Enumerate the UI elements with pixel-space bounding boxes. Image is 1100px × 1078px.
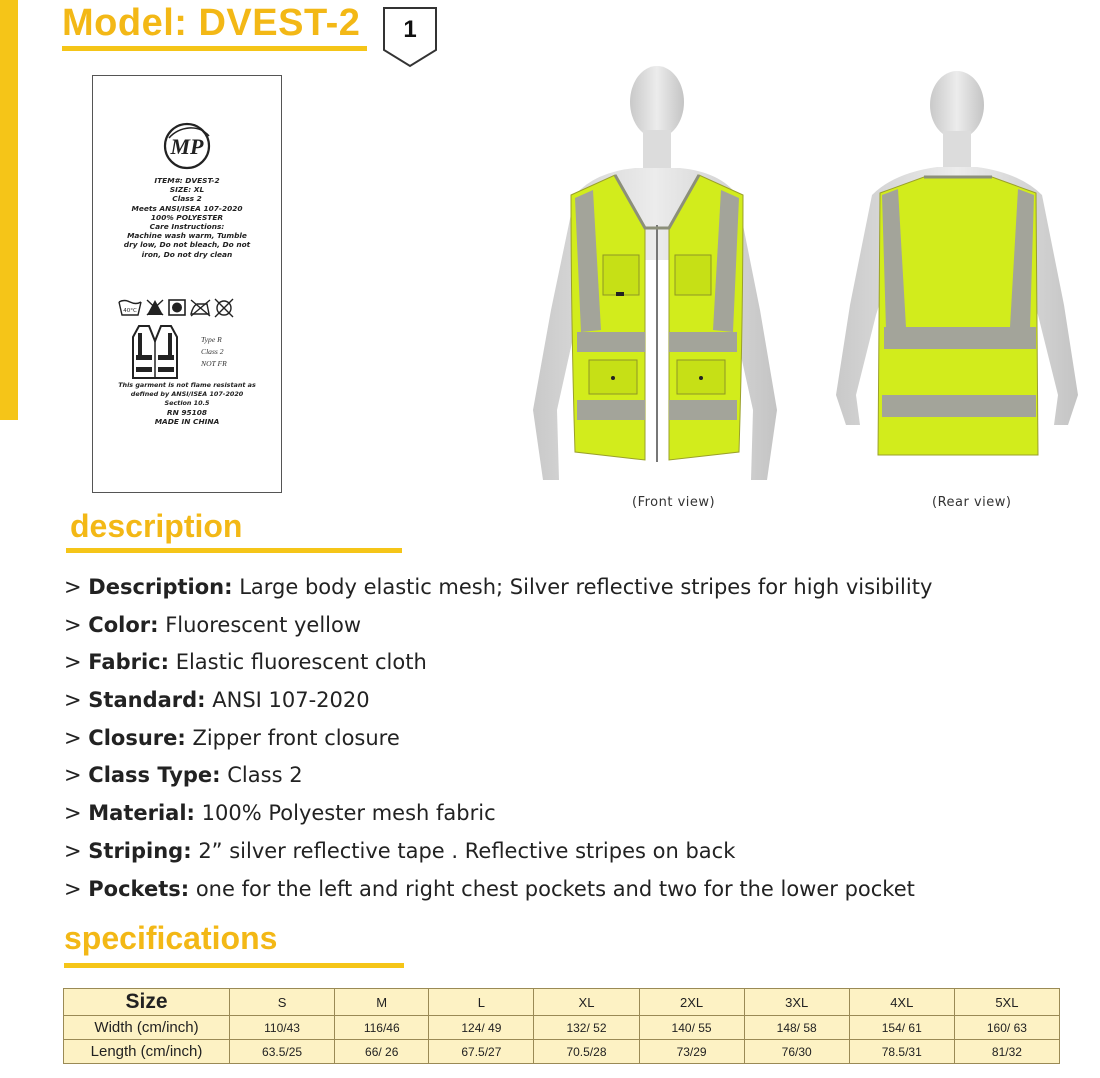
table-header-row	[64, 989, 1060, 1016]
list-item: > Material: 100% Polyester mesh fabric	[64, 801, 496, 826]
table-cell: 160/ 63	[954, 1016, 1059, 1040]
flame-resistance-notice: This garment is not flame resistant as defined by ANSI/ISEA 107-2020 Section 10.5 RN 95108 MADE IN CHINA	[118, 381, 256, 426]
table-cell: 154/ 61	[849, 1016, 954, 1040]
row-header-cell: Width (cm/inch)	[64, 1016, 230, 1040]
vest-pictogram-icon	[125, 323, 185, 381]
table-cell: 63.5/25	[230, 1040, 335, 1064]
description-list	[64, 572, 1084, 911]
table-cell: 140/ 55	[639, 1016, 744, 1040]
list-item: > Standard: ANSI 107-2020	[64, 688, 370, 713]
table-cell: 66/ 26	[335, 1040, 429, 1064]
front-view-image	[515, 60, 790, 500]
specifications-heading: specifications	[64, 920, 278, 956]
size-cell: 5XL	[954, 989, 1059, 1016]
brand-logo	[159, 118, 215, 174]
label-line: iron, Do not dry clean	[141, 249, 233, 259]
list-item: > Closure: Zipper front closure	[64, 725, 400, 750]
label-line: ITEM#: DVEST-2	[154, 176, 220, 185]
no-iron-icon	[191, 300, 210, 316]
list-item: > Fabric: Elastic fluorescent cloth	[64, 650, 427, 675]
tumble-dry-icon	[169, 300, 185, 315]
label-line: Machine wash warm, Tumble	[127, 231, 247, 241]
table-cell: 81/32	[954, 1040, 1059, 1064]
rear-view-caption: (Rear view)	[932, 495, 1012, 510]
row-header-cell: Length (cm/inch)	[64, 1040, 230, 1064]
description-heading: description	[70, 508, 243, 544]
label-line: SIZE: XL	[169, 185, 205, 195]
class-type-text: Type R Class 2 NOT FR	[201, 335, 227, 368]
list-item: > Description: Large body elastic mesh; Silver reflective stripes for high visibility	[64, 575, 933, 599]
size-cell: L	[429, 989, 534, 1016]
description-underline	[66, 548, 402, 553]
table-cell: 78.5/31	[849, 1040, 954, 1064]
list-item: > Color: Fluorescent yellow	[64, 612, 362, 637]
model-title-underline	[62, 46, 367, 51]
table-cell: 116/46	[335, 1016, 429, 1040]
front-view-caption: (Front view)	[632, 495, 716, 510]
size-cell: S	[230, 989, 335, 1016]
care-label-text	[101, 176, 273, 259]
size-cell: 3XL	[744, 989, 849, 1016]
label-line: Class 2	[172, 194, 202, 204]
label-line: 100% POLYESTER	[150, 212, 224, 222]
table-cell: 148/ 58	[744, 1016, 849, 1040]
table-cell: 110/43	[230, 1016, 335, 1040]
size-cell: XL	[534, 989, 639, 1016]
svg-text:40°C: 40°C	[123, 308, 137, 314]
label-line: Care Instructions:	[149, 222, 225, 232]
table-cell: 73/29	[639, 1040, 744, 1064]
list-item: > Pockets: one for the left and right chest pockets and two for the lower pocket	[64, 876, 915, 901]
no-dry-clean-icon	[215, 299, 233, 317]
size-cell: M	[335, 989, 429, 1016]
list-item: > Class Type: Class 2	[64, 763, 303, 788]
size-cell: 4XL	[849, 989, 954, 1016]
table-row	[64, 1040, 1060, 1064]
label-line: dry low, Do not bleach, Do not	[123, 240, 251, 250]
specifications-underline	[64, 963, 404, 968]
brand-logo-text: MP	[170, 134, 204, 159]
label-line: Meets ANSI/ISEA 107-2020	[131, 203, 243, 213]
table-cell: 132/ 52	[534, 1016, 639, 1040]
accent-side-bar	[0, 0, 18, 420]
care-symbols	[117, 296, 247, 318]
size-spec-table	[63, 988, 1060, 1064]
care-label	[92, 75, 282, 493]
list-item: > Striping: 2” silver reflective tape . Reflective stripes on back	[64, 838, 736, 863]
model-title: Model: DVEST-2	[62, 2, 361, 44]
no-bleach-icon	[147, 300, 163, 315]
size-header-cell: Size	[64, 989, 230, 1016]
size-cell: 2XL	[639, 989, 744, 1016]
table-cell: 124/ 49	[429, 1016, 534, 1040]
table-cell: 67.5/27	[429, 1040, 534, 1064]
rear-view-image	[832, 65, 1087, 490]
table-cell: 70.5/28	[534, 1040, 639, 1064]
number-badge: 1	[403, 16, 417, 43]
table-row	[64, 1016, 1060, 1040]
table-cell: 76/30	[744, 1040, 849, 1064]
